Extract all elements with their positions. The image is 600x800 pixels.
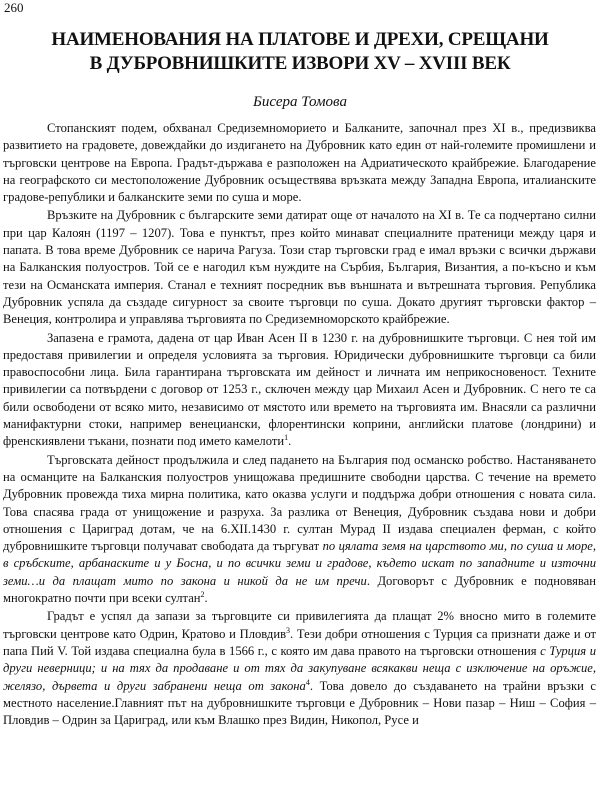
footnote-marker: 4 [305,677,310,687]
paragraph-text-tail: . [288,434,292,449]
paragraph-text: Градът е успял да запази за търговците си привилегията да плащат 2% вносно мито в големите търговски центрове като Одрин, Кратово и Пловдив [3,609,596,641]
page-number: 260 [4,0,24,15]
title-line-1: НАИМЕНОВАНИЯ НА ПЛАТОВЕ И ДРЕХИ, СРЕЩАНИ [51,29,549,50]
quoted-bull: с Турция и други неверници; и на тях да продаване и от тях да закупуване всякакви неща с изключение на оръжие, желязо, дървета и други забранени неща от закона [3,643,596,693]
paragraph-text-continued: . Договорът с Дубровник е подновяван многократно почти при всеки султан [3,573,596,606]
footnote-marker: 3 [286,625,291,635]
paragraph-text: Връзките на Дубровник с българските земи датират още от началото на XI в. Те са подчертано силни при цар Калоян (1197 – 1207). Това е пунктът, през който минават специалните пратеници между царя и папата. В това време Дубровник се нарича Рагуза. Този стар търговски град е имал връзки с всички държави на Балканския полуостров. Той се е нагодил към нуждите на Сърбия, България, Византия, а по-късно и към тези на Османската империя. Станал е техният посредник във външната и вътрешната търговия. Република Дубровник успяла да създаде сигурност за своите търговци по суша. Докато другият търговски фактор – Венеция, контролира и управлява търговията по Средиземноморското крайбрежие. [3,208,596,327]
article-title [20,28,580,76]
quoted-decree: по цялата земя на царството ми, по суша и море, в сръбските, арбанаските и у Босна, и по всички земи и градове, където искат по западните и източни земи…и да плащат мито по закона и никой да не им пречи [3,539,596,588]
paragraph-5 [3,608,596,729]
author-name: Бисера Томова [253,94,347,110]
paragraph-text: Запазена е грамота, дадена от цар Иван Асен II в 1230 г. на дубровнишките търговци. С нея той им предоставя привилегии и определя условията за търговия. Юридически дубровнишките търговци са били правоспособни лица. Била гарантирана търговската им дейност и личната им неприкосновеност. Техните привилегии са потвърдени с договор от 1253 г., сключен между цар Михаил Асен и Дубровник. С него те са били освободени от всяко мито, независимо от мястото или времето на търговията им. Внасяли са различни манифактурни стоки, например венециански, флорентински коприни, английски платове (лондрини) и френскиявлени тъкани, познати под името камелоти [3,330,596,449]
article-body [3,120,596,729]
footnote-marker: 1 [284,433,289,443]
title-line-2: В ДУБРОВНИШКИТЕ ИЗВОРИ XV – XVIII ВЕК [89,53,511,74]
paragraph-1 [3,120,596,206]
paragraph-3 [3,330,596,451]
paragraph-4 [3,452,596,608]
paragraph-text: Стопанският подем, обхванал Средиземноморието и Балканите, започнал през XI в., предизвиква развитието на градовете, довеждайки до издигането на Дубровник като един от най-големите промишлени и търговски центрове на Европа. Градът-държава е разположен на Адриатическото крайбрежие. Благодарение на географското си местоположение Дубровник осъществява връзката между Западна Европа, италианските градове-републики и балканските земи по суша и море. [3,121,596,205]
paragraph-text: Търговската дейност продължила и след падането на България под османско робство. Настаняването на османците на Балканския полуостров унищожава предишните свободни царства. С течение на времето Дубровник провежда тиха мирна политика, като оказва услуги и поддържа добри отношения с новата сила. Това спасява града от унищожение и разруха. За разлика от Венеция, Дубровник създава нови и добри отношения с Цариград дотам, че на 6.XII.1430 г. султан Мурад II издава специален ферман, с който дубровнишките търговци получават свободата да търгуват [3,452,596,554]
footnote-marker: 2 [200,589,205,599]
paragraph-text-continued: . Тези добри отношения с Турция са признати даже и от папа Пий V. Той издава специална була в 1566 г., с която им дава правото на търговски отношения [3,626,597,658]
paragraph-2 [3,207,596,328]
paragraph-text-tail: . Това довело до създаването на трайни връзки с местното население.Главният път на дубровнишките търговци е Дубровник – Нови пазар – Ниш – София – Пловдив – Одрин за Цариград, или към Влашко през Видин, Никопол, Русе и [3,678,596,728]
paragraph-text-tail: . [204,591,208,606]
